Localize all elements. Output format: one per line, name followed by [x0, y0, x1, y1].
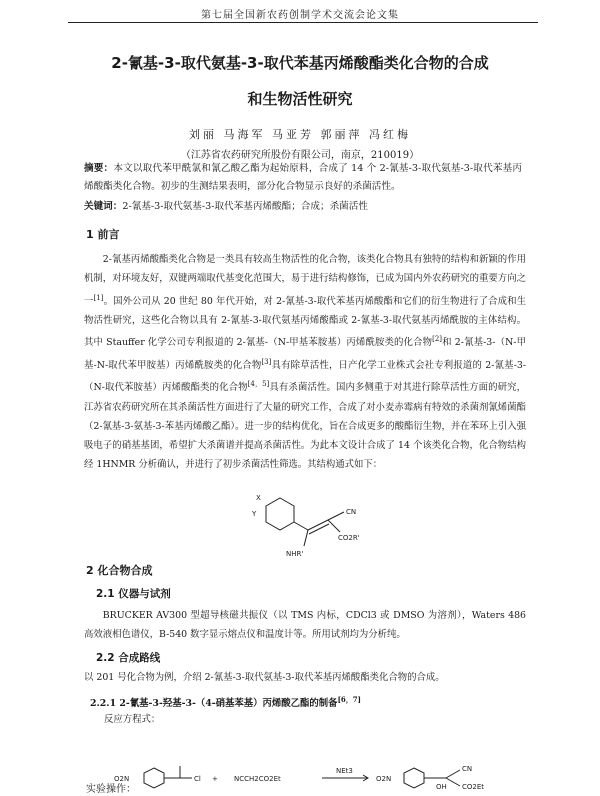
reaction-label-block: [104, 710, 304, 729]
bond: [446, 770, 460, 778]
section-1-heading: 1 前言: [86, 228, 120, 241]
general-structure-diagram: [250, 484, 370, 564]
bond: [328, 520, 340, 532]
keywords-label: 关键词：: [84, 201, 123, 212]
authors: 刘丽 马海军 马亚芳 郭丽萍 冯红梅: [189, 128, 411, 141]
double-bond: [309, 524, 329, 534]
nhr-label: NHR': [286, 550, 304, 558]
route-paragraph: 以 201 号化合物为例，介绍 2-氰基-3-取代氨基-3-取代苯基丙烯酸酯类化合物的合成。: [84, 672, 445, 683]
nmr-term: 1HNMR: [96, 459, 136, 471]
o2n-label: O2N: [376, 775, 392, 783]
co2et-label: CO2Et: [462, 783, 485, 790]
reaction-label: 反应方程式：: [104, 714, 161, 725]
x-label: X: [256, 494, 261, 502]
paper-title-line2: 和生物活性研究: [247, 90, 353, 108]
affiliation: （江苏省农药研究所股份有限公司，南京，210019）: [180, 150, 420, 161]
experiment-label: 实验操作：: [86, 784, 136, 795]
section-2-2-1-title: 2.2.1 2-氰基-3-羟基-3-（4-硝基苯基）丙烯酸乙酯的制备: [90, 698, 338, 710]
bond: [328, 512, 344, 520]
instruments-text: [84, 606, 526, 645]
bond: [304, 530, 308, 546]
intro-text-6: 分析确认，并进行了初步杀菌活性筛选。其结构通式如下：: [135, 459, 383, 471]
benzene-ring: [144, 768, 164, 788]
reagent-label: NCCH2CO2Et: [234, 775, 281, 783]
intro-paragraph: [84, 250, 526, 475]
benzene-ring: [266, 498, 294, 530]
bond: [294, 522, 308, 530]
abstract-label: 摘要：: [84, 163, 114, 174]
intro-text-1: 2-氰基丙烯酸酯类化合物是一类具有较高生物活性的化合物，该类化合物具有独特的结构和新颖的作用机制，对环境友好，双键两端取代基变化范围大，易于进行结构修饰，已成为国内外农药研究的重要方向之一: [84, 254, 526, 307]
instruments-paragraph: BRUCKER AV300 型超导核磁共振仪（以 TMS 内标，CDCl3 或 DMSO 为溶剂），Waters 486 高效液相色谱仪，B-540 数字显示熔点仪和温度计等。所用试剂均为分析纯。: [84, 610, 526, 641]
co2r-label: CO2R': [338, 534, 360, 542]
intro-text-4: 具有除草活性，日产化学工业株式会社专利报道的 2-氰基-3-（N-取代苯胺基）丙烯酸酯类的化合物: [84, 359, 526, 394]
paper-title-line1: 2-氰基-3-取代氨基-3-取代苯基丙烯酸酯类化合物的合成: [111, 54, 489, 72]
keywords-text: 2-氰基-3-取代氨基-3-取代苯基丙烯酸酯；合成；杀菌活性: [122, 201, 368, 212]
intro-text-2: 。国外公司从 20 世纪 80 年代开始，对 2-氰基-3-取代苯基丙烯酸酯和它们的衍生物进行了合成和生物活性研究，这些化合物以具有 2-氰基-3-取代氨基丙烯酸酯或 2-氰基-3-取代氨基丙烯酰胺的主体结构。其中 Stauffer 化学公司专利报道的 2-氰基-（N-甲基苯胺基）丙烯酰胺类的化合物: [84, 295, 526, 349]
condition-label: NEt3: [336, 767, 353, 775]
introduction: [84, 250, 526, 475]
running-head: 第七届全国新农药创制学术交流会论文集: [201, 10, 399, 21]
citation: [2]: [432, 335, 443, 344]
bond: [446, 778, 460, 786]
y-label: Y: [252, 510, 257, 518]
section-2-1-heading: 2.1 仪器与试剂: [96, 588, 171, 600]
keywords: [84, 198, 522, 216]
route-text: [84, 668, 526, 687]
citation: [6，7]: [337, 695, 361, 704]
section-2-2-heading: 2.2 合成路线: [96, 652, 161, 664]
abstract-text: 本文以取代苯甲酰氯和氰乙酸乙酯为起始原料，合成了 14 个 2-氰基-3-取代氨基-3-取代苯基丙烯酸酯类化合物。初步的生测结果表明，部分化合物显示良好的杀菌活性。: [84, 163, 523, 192]
double-bond: [308, 520, 328, 530]
header-rule: [68, 22, 538, 23]
cn-label: CN: [462, 765, 473, 773]
intro-text-3: 和 2-氰基-3-（N-甲基-N-取代苯甲胺基）丙烯酰胺类的化合物: [84, 337, 526, 371]
plus-sign: +: [212, 775, 218, 783]
citation: [1]: [93, 293, 104, 302]
citation: [3]: [261, 357, 272, 366]
oh-label: OH: [436, 783, 447, 790]
cl-label: Cl: [194, 775, 201, 783]
cn-label: CN: [346, 508, 357, 516]
abstract: [84, 160, 522, 196]
o2n-label: O2N: [114, 775, 130, 783]
intro-text-5: 具有杀菌活性。国内多侧重于对其进行除草活性方面的研究，江苏省农药研究所在其杀菌活性方面进行了大量的研究工作，合成了对小麦赤霉病有特效的杀菌剂氰烯菌酯（2-氰基-3-氨基-3-苯基丙烯酸乙酯）。进一步的结构优化，旨在合成更多的酸酯衍生物，并在苯环上引入强吸电子的硝基基团，希望扩大杀菌谱并提高杀菌活性。为此本文设计合成了 14 个该类化合物，化合物结构经: [84, 382, 526, 471]
section-2-heading: 2 化合物合成: [86, 564, 153, 577]
reaction-scheme: [84, 760, 534, 790]
citation: [4，5]: [247, 380, 270, 389]
benzene-ring: [404, 768, 424, 788]
